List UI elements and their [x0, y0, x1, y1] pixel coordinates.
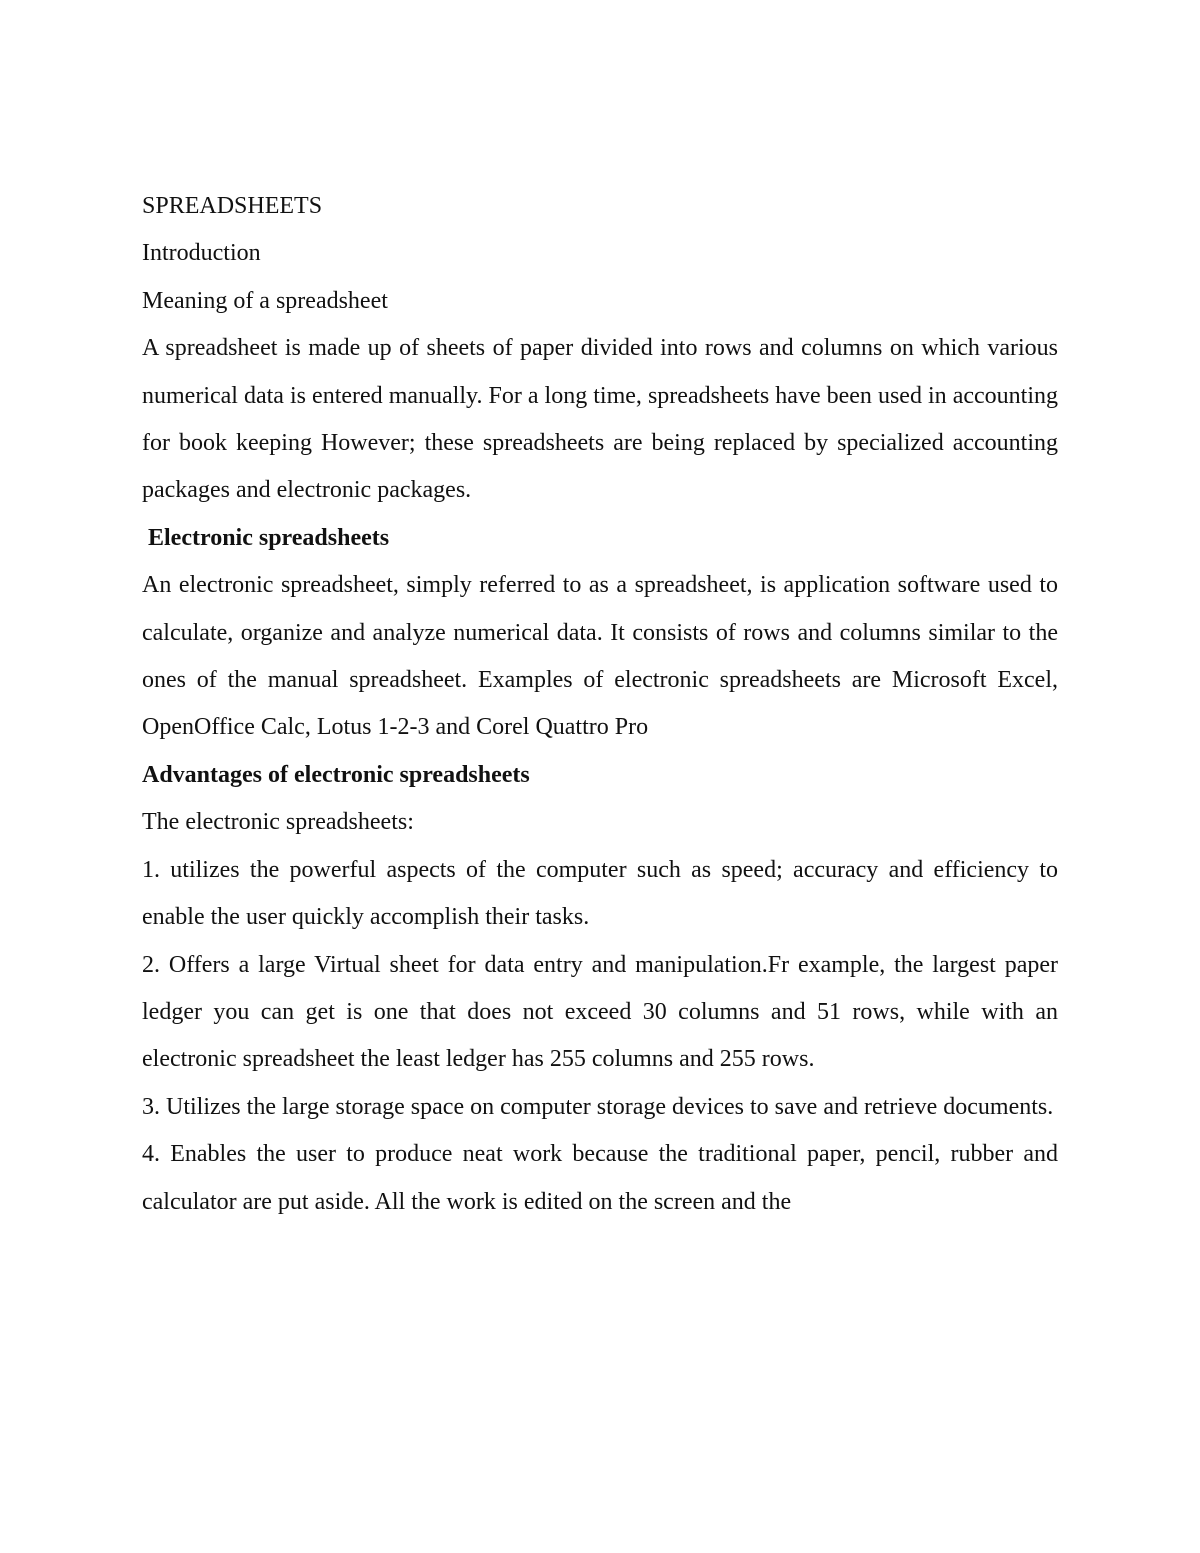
advantage-item: 1. utilizes the powerful aspects of the computer such as speed; accuracy and efficiency to enable the user quickly accomplish their tasks.: [142, 856, 1058, 931]
document-title: SPREADSHEETS: [142, 193, 323, 219]
electronic-spreadsheets-paragraph: An electronic spreadsheet, simply referred to as a spreadsheet, is application software used to calculate, organize and analyze numerical data. It consists of rows and columns similar to the ones of the manual spreadsheet. Examples of electronic spreadsheets are Microsoft Excel, OpenOffice Calc, Lotus 1-2-3 and Corel Quattro Pro: [142, 572, 1058, 741]
advantage-item: 2. Offers a large Virtual sheet for data entry and manipulation.Fr example, the largest paper ledger you can get is one that does not exceed 30 columns and 51 rows, while with an electronic spreadsheet the least ledger has 255 columns and 255 rows.: [142, 951, 1058, 1073]
electronic-spreadsheets-heading: Electronic spreadsheets: [148, 524, 390, 551]
meaning-heading: Meaning of a spreadsheet: [142, 287, 388, 314]
advantage-item: 4. Enables the user to produce neat work because the traditional paper, pencil, rubber and calculator are put aside. All the work is edited on the screen and the: [142, 1141, 1058, 1215]
intro-label: Introduction: [142, 240, 261, 267]
advantages-heading: Advantages of electronic spreadsheets: [142, 761, 530, 788]
advantages-intro: The electronic spreadsheets:: [142, 809, 414, 836]
meaning-paragraph: A spreadsheet is made up of sheets of paper divided into rows and columns on which various numerical data is entered manually. For a long time, spreadsheets have been used in accounting for book keeping However; these spreadsheets are being replaced by specialized accounting packages and electronic packages.: [142, 335, 1058, 504]
document-body: [142, 183, 1058, 1226]
advantage-item: 3. Utilizes the large storage space on computer storage devices to save and retrieve documents.: [142, 1093, 1054, 1120]
